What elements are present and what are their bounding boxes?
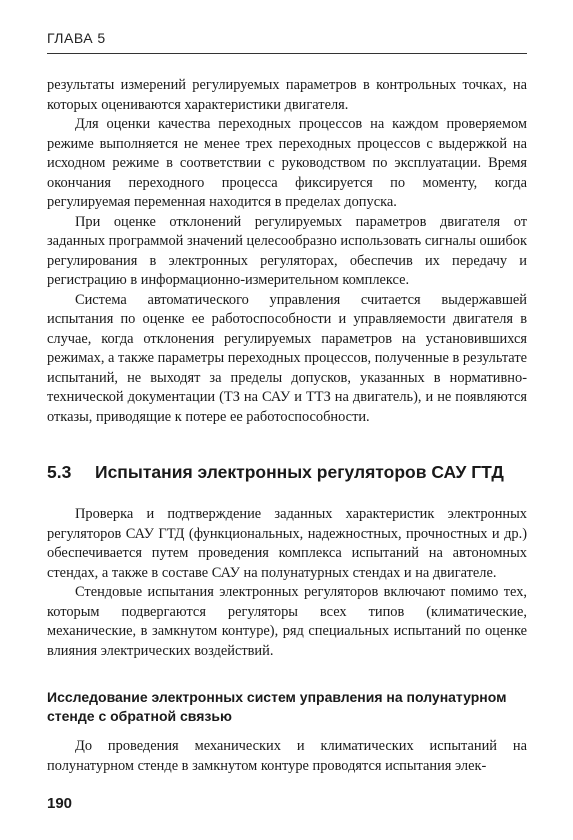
paragraph: результаты измерений регулируемых параметров в контрольных точках, на которых оцениваются характеристики двигателя. [47,77,527,113]
subsection-heading: Исследование электронных систем управления на полунатурном стенде с обратной связью [47,689,507,724]
paragraph: Система автоматического управления считается выдержавшей испытания по оценке ее работоспособности и управляемости двигателя в случае, когда отклонения регулируемых параметров на установившихся режимах, а также параметры переходных процессов, полученные в результате испытаний, не выходят за пределы допусков, указанных в нормативно-технической документации (ТЗ на САУ и ТТЗ на двигатель), и не появляются отказы, приводящие к потере ее работоспособности. [47,291,527,425]
section-title: Испытания электронных регуляторов САУ ГТД [95,462,504,482]
chapter-label: ГЛАВА 5 [47,30,106,46]
paragraph: При оценке отклонений регулируемых параметров двигателя от заданных программой значений целесообразно использовать сигналы ошибок регулирования в электронных регуляторах, обеспечив их передачу и регистрацию в информационно-измерительном комплексе. [47,213,527,288]
header-rule [47,53,527,54]
paragraph: До проведения механических и климатических испытаний на полунатурном стенде в замкнутом контуре проводятся испытания элек- [47,738,527,774]
text-block-1 [47,76,527,427]
paragraph: Для оценки качества переходных процессов на каждом проверяемом режиме выполняется не менее трех переходных процессов с выдержкой на исходном режиме в соответствии с руководством по эксплуатации. Время окончания переходного процесса фиксируется по моменту, когда регулируемая переменная находится в пределах допуска. [47,116,527,210]
paragraph: Стендовые испытания электронных регуляторов включают помимо тех, которым подвергаются регуляторы всех типов (климатические, механические, в замкнутом контуре), ряд специальных испытаний по оценке влияния электрических воздействий. [47,584,527,659]
paragraph: Проверка и подтверждение заданных характеристик электронных регуляторов САУ ГТД (функциональных, надежностных, прочностных и др.) обеспечивается путем проведения комплекса испытаний на автономных стендах, а также в составе САУ на полунатурных стендах и на двигателе. [47,506,527,581]
running-header [47,30,527,46]
section-number: 5.3 [47,462,72,482]
text-block-2 [47,505,527,661]
page-number: 190 [47,795,73,812]
section-heading [47,462,527,483]
text-block-3 [47,737,527,776]
